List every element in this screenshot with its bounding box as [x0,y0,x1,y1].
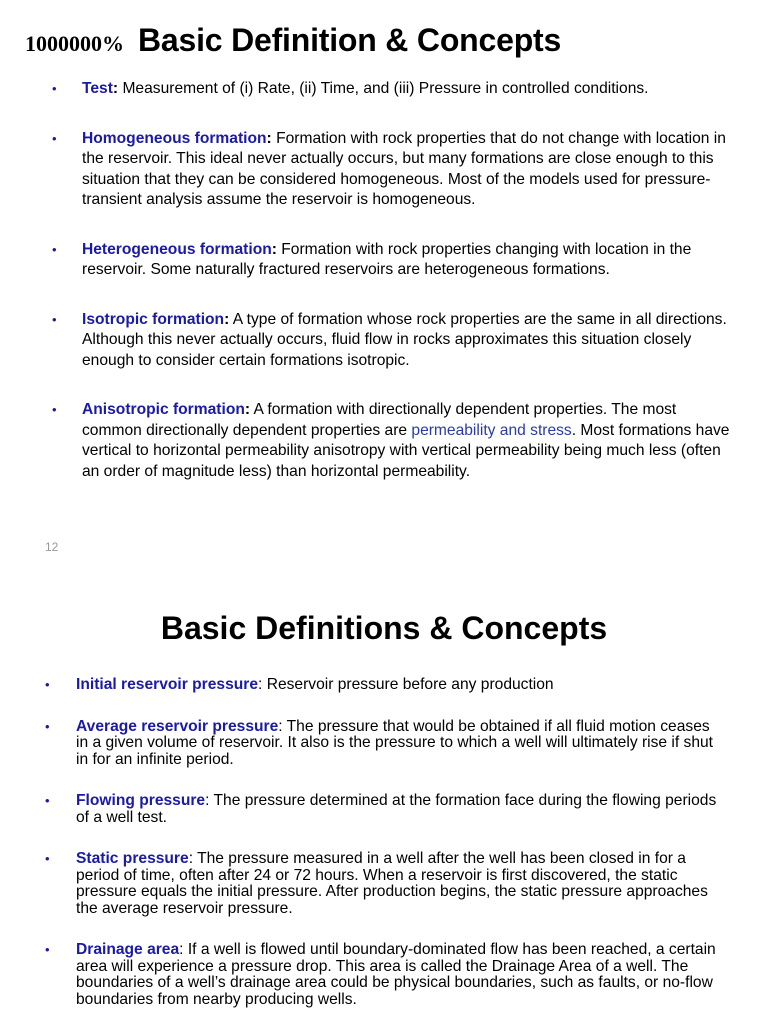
definition-text: Anisotropic formation: A formation with directionally dependent properties. The most common directionally dependent properties are permeability and stress. Most formations have vertical to horizontal permeability anisotropy with vertical permeability being much less (often an order of magnitude less) than horizontal permeability. [82,401,730,480]
slide-1-title: Basic Definition & Concepts [138,22,562,58]
definition-term: Initial reservoir pressure [76,676,259,693]
definition-term: Flowing pressure [76,792,206,809]
list-item [52,240,732,281]
slide-2-definitions-list [45,677,725,1008]
definition-term: Isotropic formation: [82,310,230,328]
definition-text: Initial reservoir pressure: Reservoir pressure before any production [76,676,554,693]
list-item [52,400,732,482]
bullet-icon: • [45,942,50,957]
list-item [45,677,725,694]
definition-text: Isotropic formation: A type of formation whose rock properties are the same in all directions. Although this never actually occurs, fluid flow in rocks approximates this situation closely enough to consider certain formations isotropic. [82,310,727,369]
definition-term: Anisotropic formation: [82,401,251,418]
bullet-icon: • [45,793,50,808]
bullet-icon: • [52,311,57,327]
definition-term: Homogeneous formation: [82,129,272,147]
bullet-icon: • [52,130,57,146]
bullet-icon: • [45,677,50,692]
list-item [45,719,725,769]
list-item [45,851,725,917]
bullet-icon: • [45,851,50,866]
definition-term: Heterogeneous formation: [82,240,277,258]
definition-text: Static pressure: The pressure measured in a well after the well has been closed in for a period of time, often after 24 or 72 hours. When a reservoir is first discovered, the static pressure equals the initial pressure. After production begins, the static pressure approaches the average reservoir pressure. [76,850,708,917]
permeability-stress-link[interactable]: permeability and stress [411,421,572,439]
page-number: 12 [45,540,59,554]
definition-term: Static pressure [76,850,189,867]
list-item [45,942,725,1008]
list-item [45,793,725,826]
definition-term: Test: [82,80,119,97]
bullet-icon: • [45,718,50,734]
list-item [52,129,732,211]
definition-term: Average reservoir pressure [76,717,279,735]
list-item [52,310,732,372]
bullet-icon: • [52,402,57,417]
definition-text: Homogeneous formation: Formation with rock properties that do not change with location in the reservoir. This ideal never actually occurs, but many formations are close enough to this situation that they can be considered homogeneous. Most of the models used for pressure-transient analysis assume the reservoir is homogeneous. [82,129,726,208]
bullet-icon: • [52,81,57,96]
definition-text: Flowing pressure: The pressure determined at the formation face during the flowing periods of a well test. [76,792,717,826]
slide-2 [0,590,768,1024]
bullet-icon: • [52,241,57,257]
slide-2-title: Basic Definitions & Concepts [160,610,608,646]
slide-1-definitions-list [52,79,732,482]
slide-1-header [25,22,561,59]
definition-text: Drainage area: If a well is flowed until boundary-dominated flow has been reached, a certain area will experience a pressure drop. This area is called the Drainage Area of a well. The boundaries of a well’s drainage area could be physical boundaries, such as faults, or no-flow boundaries from nearby producing wells. [76,941,716,1008]
definition-term: Drainage area [76,941,180,958]
definition-text: Heterogeneous formation: Formation with rock properties changing with location in the reservoir. Some naturally fractured reservoirs are heterogeneous formations. [82,240,692,278]
title-prefix: 1000000% [25,31,124,56]
list-item [52,79,732,100]
definition-text: Average reservoir pressure: The pressure that would be obtained if all fluid motion ceases in a given volume of reservoir. It also is the pressure to which a well will ultimately rise if shut in for an infinite period. [76,717,714,768]
definition-text: Test: Measurement of (i) Rate, (ii) Time, and (iii) Pressure in controlled conditions. [82,80,649,97]
